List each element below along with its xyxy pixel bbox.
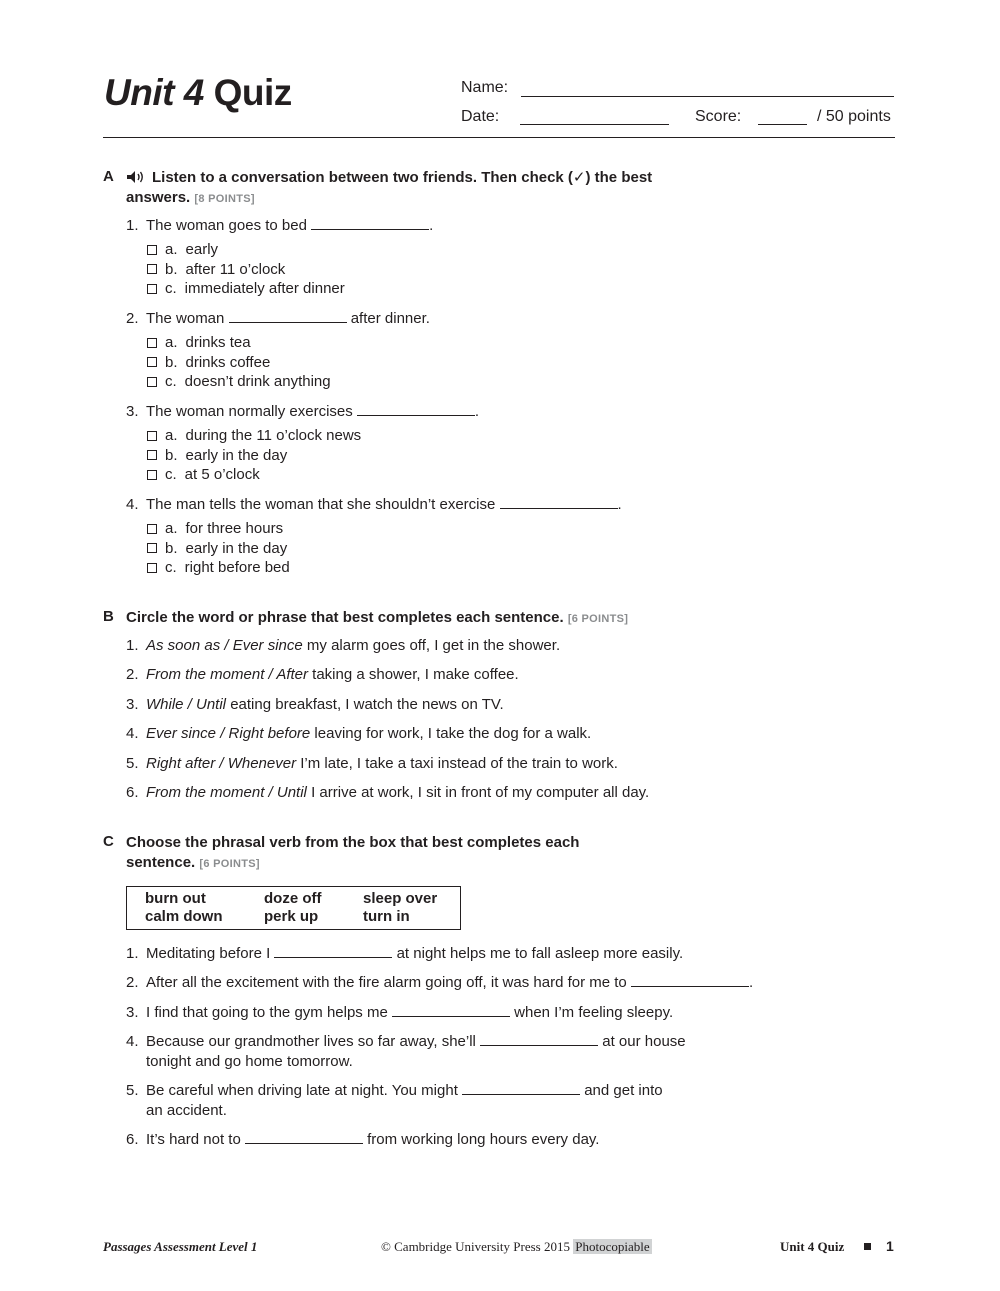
- option-row[interactable]: [147, 354, 270, 371]
- score-total: / 50 points: [817, 108, 891, 125]
- option-text: during the 11 o’clock news: [185, 427, 362, 444]
- question-number: 4.: [126, 496, 139, 513]
- choice-options[interactable]: From the moment / Until: [146, 784, 307, 801]
- option-row[interactable]: [147, 427, 361, 444]
- answer-blank[interactable]: [462, 1082, 580, 1095]
- checkbox[interactable]: [147, 264, 157, 274]
- option-row[interactable]: [147, 447, 287, 464]
- sentence-rest: taking a shower, I make coffee.: [312, 666, 519, 683]
- checkbox[interactable]: [147, 377, 157, 387]
- footer-center: [381, 1239, 652, 1255]
- option-row[interactable]: [147, 334, 251, 351]
- answer-blank[interactable]: [311, 217, 429, 230]
- option-row[interactable]: [147, 559, 290, 576]
- sentence-rest: I arrive at work, I sit in front of my computer all day.: [311, 784, 650, 801]
- header-divider: [103, 137, 895, 138]
- section-c-letter: C: [103, 833, 114, 850]
- audio-speaker-icon[interactable]: [126, 170, 146, 188]
- page-title: [104, 72, 292, 114]
- footer-copyright: © Cambridge University Press 2015: [381, 1239, 570, 1254]
- question-text-end: .: [474, 403, 480, 420]
- question-number: 2.: [126, 310, 139, 327]
- option-letter: b.: [165, 353, 178, 371]
- item-number: 6.: [126, 1131, 139, 1148]
- choice-options[interactable]: Ever since / Right before: [146, 725, 311, 742]
- option-text: early in the day: [185, 446, 288, 464]
- sentence-end: at night helps me to fall asleep more easily.: [396, 945, 684, 962]
- footer-left: Passages Assessment Level 1: [103, 1239, 258, 1254]
- sentence-end: when I’m feeling sleepy.: [514, 1004, 674, 1021]
- item-number: 6.: [126, 784, 139, 801]
- sentence-item: [126, 725, 591, 742]
- answer-blank[interactable]: [392, 1004, 510, 1017]
- checkbox[interactable]: [147, 431, 157, 441]
- section-c-points: [6 POINTS]: [199, 858, 260, 870]
- option-letter: b.: [165, 446, 178, 464]
- item-number: 5.: [126, 1082, 139, 1099]
- box-word: turn in: [363, 908, 410, 925]
- fill-in-item: [126, 1004, 673, 1021]
- box-word: burn out: [145, 890, 206, 907]
- sentence-rest: my alarm goes off, I get in the shower.: [306, 637, 561, 654]
- sentence-start: After all the excitement with the fire alarm going off, it was hard for me to: [146, 974, 627, 991]
- question-text: The woman goes to bed: [146, 217, 307, 234]
- option-text: early in the day: [185, 539, 288, 557]
- option-letter: a.: [165, 427, 178, 444]
- item-number: 3.: [126, 696, 139, 713]
- fill-in-item: [126, 1131, 599, 1148]
- checkbox[interactable]: [147, 524, 157, 534]
- section-b-letter: B: [103, 608, 114, 625]
- item-number: 3.: [126, 1004, 139, 1021]
- sentence-item: [126, 784, 649, 801]
- word-box: [126, 886, 461, 930]
- option-letter: c.: [165, 373, 177, 390]
- option-letter: c.: [165, 280, 177, 297]
- question-text: The man tells the woman that she shouldn’t exercise: [146, 496, 496, 513]
- item-number: 4.: [126, 725, 139, 742]
- choice-options[interactable]: Right after / Whenever: [146, 755, 297, 772]
- option-text: drinks tea: [185, 334, 251, 351]
- question-4: [126, 496, 622, 513]
- sentence-continuation: an accident.: [146, 1102, 227, 1119]
- item-number: 4.: [126, 1033, 139, 1050]
- name-label: Name:: [461, 79, 509, 96]
- sentence-item: [126, 637, 560, 654]
- option-text: at 5 o’clock: [184, 466, 260, 483]
- section-b-instruction: Circle the word or phrase that best completes each sentence. [6 POINTS]: [126, 609, 629, 626]
- option-row[interactable]: [147, 241, 218, 258]
- option-letter: a.: [165, 520, 178, 537]
- choice-options[interactable]: As soon as / Ever since: [146, 637, 303, 654]
- footer-photocopiable: Photocopiable: [575, 1239, 650, 1254]
- option-letter: a.: [165, 241, 178, 258]
- fill-in-item: [126, 1082, 663, 1099]
- choice-options[interactable]: While / Until: [146, 696, 227, 713]
- option-text: immediately after dinner: [184, 280, 345, 297]
- answer-blank[interactable]: [357, 403, 475, 416]
- option-row[interactable]: [147, 520, 283, 537]
- sentence-item: [126, 666, 519, 683]
- sentence-start: Because our grandmother lives so far away, she’ll: [146, 1033, 476, 1050]
- sentence-item: [126, 696, 504, 713]
- option-row[interactable]: [147, 466, 260, 483]
- checkbox[interactable]: [147, 338, 157, 348]
- section-a-points: [8 POINTS]: [194, 193, 255, 205]
- sentence-start: I find that going to the gym helps me: [146, 1004, 388, 1021]
- section-c-instruction-line1: Choose the phrasal verb from the box that best completes each: [126, 834, 580, 851]
- item-number: 1.: [126, 637, 139, 654]
- item-number: 2.: [126, 666, 139, 683]
- question-text: The woman normally exercises: [146, 403, 353, 420]
- checkbox[interactable]: [147, 563, 157, 573]
- checkbox[interactable]: [147, 357, 157, 367]
- question-3: [126, 403, 479, 420]
- title-unit: Unit 4: [104, 72, 204, 113]
- question-text-end: after dinner.: [350, 310, 430, 327]
- checkbox[interactable]: [147, 450, 157, 460]
- answer-blank[interactable]: [500, 496, 618, 509]
- option-text: after 11 o’clock: [185, 260, 286, 278]
- date-label: Date:: [461, 108, 500, 125]
- checkbox[interactable]: [147, 245, 157, 255]
- option-letter: c.: [165, 466, 177, 483]
- option-text: early: [185, 241, 219, 258]
- answer-blank[interactable]: [631, 974, 749, 987]
- option-text: doesn’t drink anything: [184, 373, 331, 390]
- section-b-points: [6 POINTS]: [567, 613, 629, 625]
- answer-blank[interactable]: [480, 1033, 598, 1046]
- box-word: sleep over: [363, 890, 438, 907]
- sentence-end: from working long hours every day.: [367, 1131, 600, 1148]
- question-number: 3.: [126, 403, 139, 420]
- sentence-rest: eating breakfast, I watch the news on TV.: [230, 696, 504, 713]
- option-row[interactable]: [147, 261, 285, 278]
- answer-blank[interactable]: [229, 310, 347, 323]
- footer-square-icon: [864, 1243, 871, 1250]
- box-word: doze off: [264, 890, 322, 907]
- score-label: Score:: [695, 108, 742, 125]
- fill-in-item: [126, 945, 683, 962]
- sentence-end: and get into: [584, 1082, 663, 1099]
- question-text-end: .: [429, 217, 434, 234]
- fill-in-item: [126, 974, 753, 991]
- box-word: perk up: [264, 908, 319, 925]
- checkbox[interactable]: [147, 543, 157, 553]
- checkbox[interactable]: [147, 284, 157, 294]
- name-field[interactable]: [521, 96, 894, 97]
- question-number: 1.: [126, 217, 139, 234]
- option-letter: c.: [165, 559, 177, 576]
- footer-right: Unit 4 Quiz: [780, 1239, 845, 1254]
- box-word: calm down: [145, 908, 223, 925]
- sentence-start: It’s hard not to: [146, 1131, 241, 1148]
- question-text-end: .: [617, 496, 622, 513]
- footer-page-number: 1: [886, 1238, 894, 1254]
- option-text: drinks coffee: [185, 353, 271, 371]
- sentence-item: [126, 755, 618, 772]
- score-field[interactable]: [758, 124, 807, 125]
- option-letter: a.: [165, 334, 178, 351]
- item-number: 2.: [126, 974, 139, 991]
- answer-blank[interactable]: [274, 945, 392, 958]
- question-2: [126, 310, 430, 327]
- question-1: [126, 217, 433, 234]
- option-text: for three hours: [185, 520, 284, 537]
- option-row[interactable]: [147, 280, 345, 297]
- sentence-continuation: tonight and go home tomorrow.: [146, 1053, 353, 1070]
- section-a-instruction: Listen to a conversation between two friends. Then check (✓) the best answers. [8 POINTS]: [126, 169, 653, 206]
- answer-blank[interactable]: [245, 1131, 363, 1144]
- sentence-end: .: [748, 974, 754, 991]
- sentence-end: at our house: [602, 1033, 686, 1050]
- choice-options[interactable]: From the moment / After: [146, 666, 308, 683]
- sentence-rest: leaving for work, I take the dog for a walk.: [314, 725, 592, 742]
- date-field[interactable]: [520, 124, 669, 125]
- option-row[interactable]: [147, 540, 287, 557]
- sentence-start: Meditating before I: [146, 945, 271, 962]
- fill-in-item: [126, 1033, 686, 1050]
- question-text: The woman: [146, 310, 225, 327]
- checkbox[interactable]: [147, 470, 157, 480]
- option-row[interactable]: [147, 373, 331, 390]
- section-c-instruction-line2: sentence. [6 POINTS]: [126, 854, 260, 871]
- title-quiz: Quiz: [213, 72, 292, 113]
- option-text: right before bed: [184, 559, 290, 576]
- sentence-start: Be careful when driving late at night. You might: [146, 1082, 458, 1099]
- item-number: 1.: [126, 945, 139, 962]
- option-letter: b.: [165, 539, 178, 557]
- option-letter: b.: [165, 260, 178, 278]
- sentence-rest: I’m late, I take a taxi instead of the train to work.: [300, 755, 618, 772]
- section-a-letter: A: [103, 168, 114, 185]
- item-number: 5.: [126, 755, 139, 772]
